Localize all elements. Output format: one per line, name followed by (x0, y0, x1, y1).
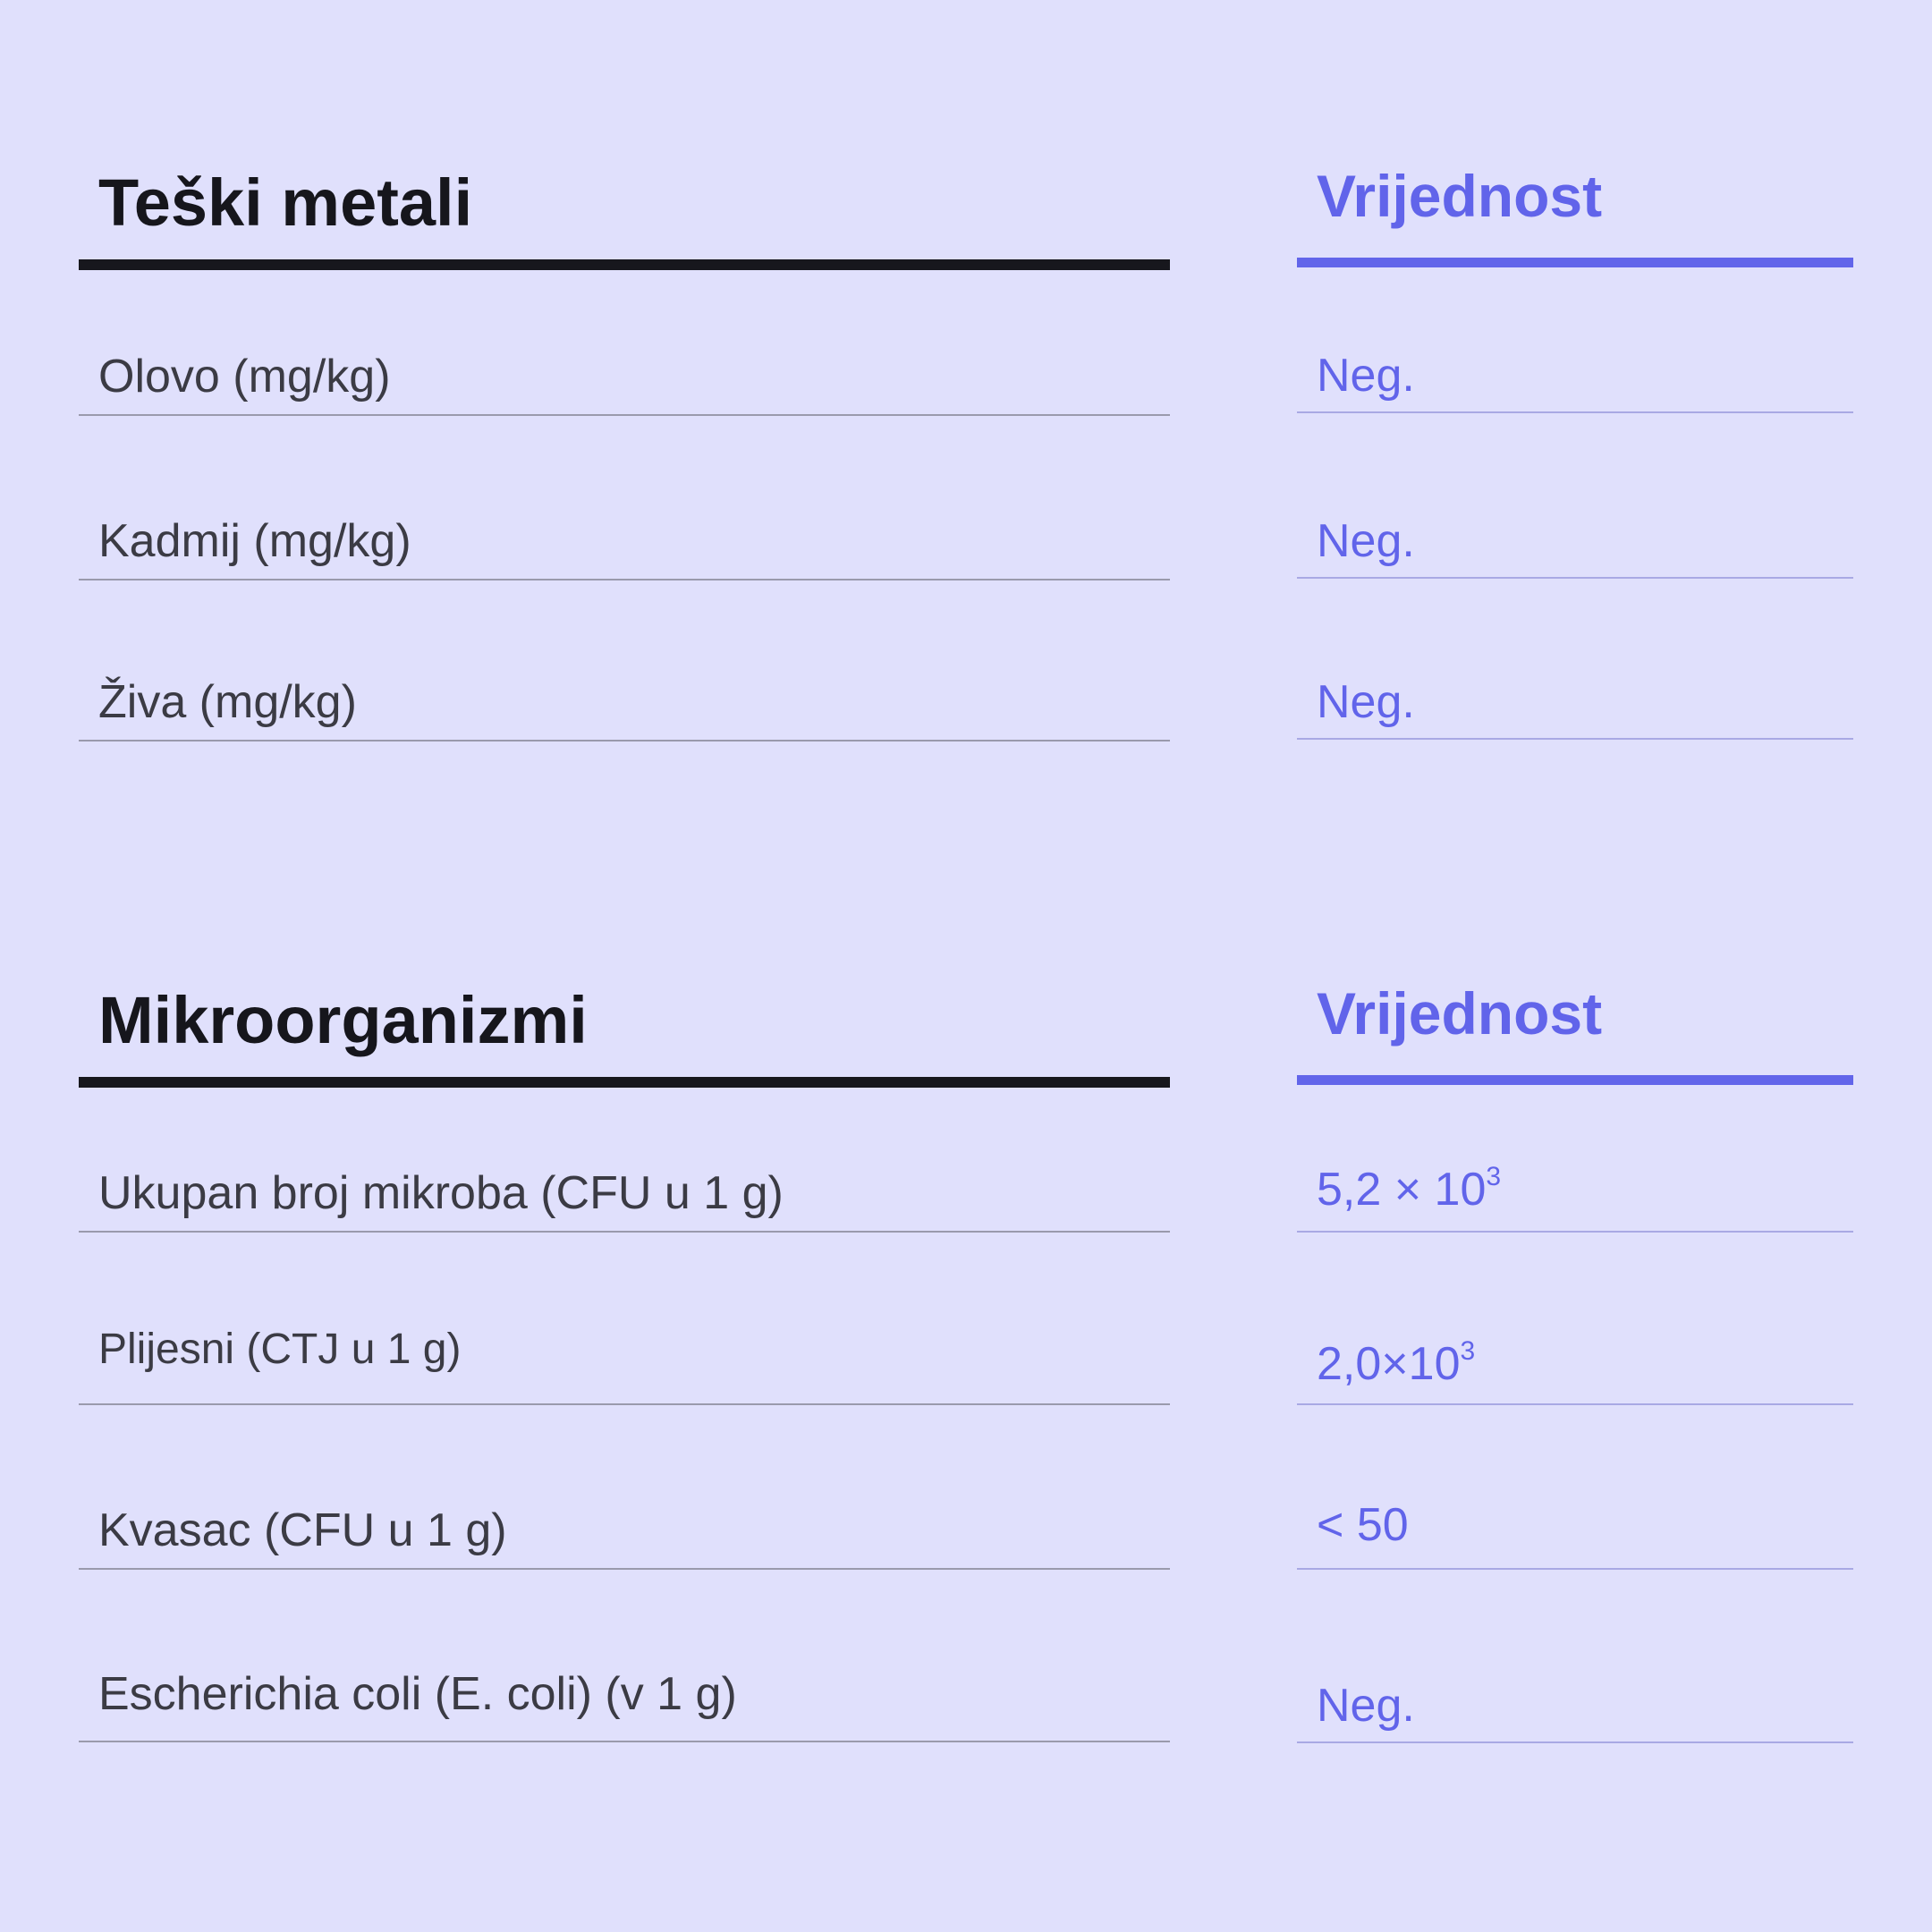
row-value-plijesni (1317, 1336, 1476, 1390)
table-row-value (1297, 465, 1853, 579)
row-value-kadmij: Neg. (1317, 515, 1415, 567)
table-row-value (1297, 1628, 1853, 1743)
row-label-escherichia-coli: Escherichia coli (E. coli) (v 1 g) (98, 1668, 737, 1720)
heavy-metals-title: Teški metali (98, 165, 473, 240)
row-label-olovo: Olovo (mg/kg) (98, 351, 391, 402)
row-value-kvasac: < 50 (1317, 1499, 1409, 1551)
row-value-ukupan-broj-mikroba (1317, 1162, 1502, 1216)
row-value-olovo: Neg. (1317, 350, 1415, 402)
microorganisms-value-header (1297, 948, 1853, 1085)
table-row (79, 1628, 1170, 1742)
value-base: 5,2 × 10 (1317, 1164, 1487, 1216)
heavy-metals-value-header-label: Vrijednost (1317, 163, 1603, 229)
table-row-value (1297, 1288, 1853, 1405)
table-row (79, 1288, 1170, 1405)
table-row-value (1297, 626, 1853, 740)
heavy-metals-value-header (1297, 134, 1853, 267)
value-exponent: 3 (1460, 1336, 1476, 1366)
value-exponent: 3 (1486, 1162, 1502, 1191)
table-row (79, 1458, 1170, 1570)
row-label-kvasac: Kvasac (CFU u 1 g) (98, 1504, 507, 1556)
microorganisms-value-header-label: Vrijednost (1317, 980, 1603, 1046)
table-row (79, 626, 1170, 741)
row-label-ziva: Živa (mg/kg) (98, 676, 357, 728)
table-row (79, 1118, 1170, 1233)
row-value-ziva: Neg. (1317, 676, 1415, 728)
microorganisms-header (79, 948, 1170, 1088)
heavy-metals-header (79, 134, 1170, 270)
row-label-kadmij: Kadmij (mg/kg) (98, 515, 411, 567)
table-row-value (1297, 1458, 1853, 1570)
row-label-plijesni: Plijesni (CTJ u 1 g) (98, 1326, 462, 1373)
table-row (79, 304, 1170, 416)
table-row (79, 465, 1170, 580)
row-label-ukupan-broj-mikroba: Ukupan broj mikroba (CFU u 1 g) (98, 1167, 784, 1219)
microorganisms-title: Mikroorganizmi (98, 983, 588, 1057)
value-base: 2,0×10 (1317, 1338, 1461, 1390)
table-row-value (1297, 1118, 1853, 1233)
row-value-escherichia-coli: Neg. (1317, 1680, 1415, 1732)
table-row-value (1297, 304, 1853, 413)
